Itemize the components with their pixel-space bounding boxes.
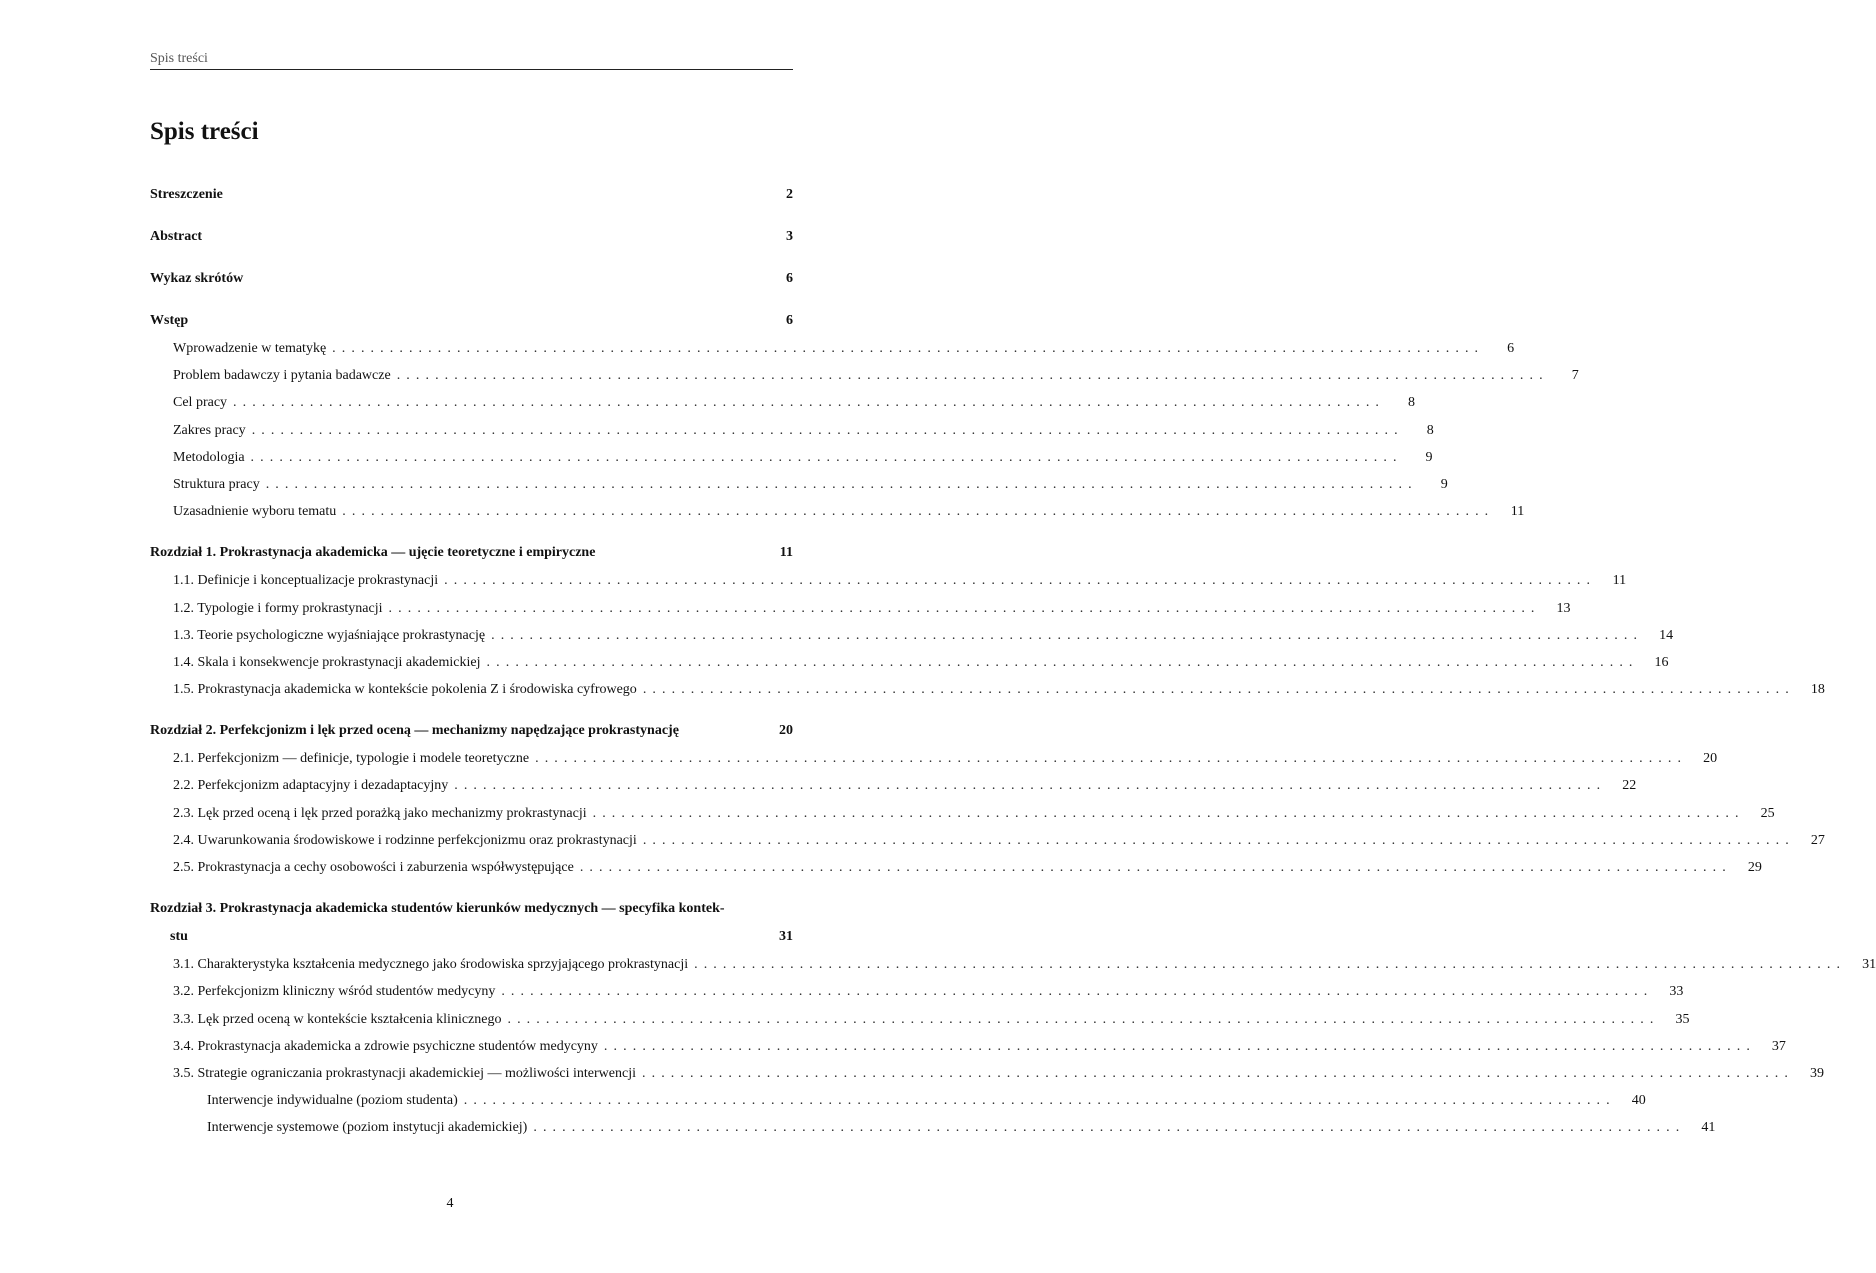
toc-entry-chapter-2[interactable]: [150, 717, 793, 745]
leader-dots: ........................................................................................................................: [533, 1120, 1686, 1136]
toc-entry-page: 16: [1654, 654, 1669, 670]
leader-dots: ........................................................................................................................: [342, 504, 1495, 520]
toc-section-entry[interactable]: [150, 827, 1825, 854]
toc-entry-page: 3: [786, 229, 793, 244]
toc-section-entry[interactable]: [150, 951, 1876, 978]
leader-dots: ........................................................................................................................: [491, 627, 1644, 643]
toc-entry-page: 11: [779, 545, 793, 561]
toc-section-entry[interactable]: [150, 854, 1762, 881]
leader-dots: ........................................................................................................................: [694, 957, 1847, 973]
toc-entry-label: Struktura pracy: [173, 476, 260, 492]
toc-entry-label: 1.3. Teorie psychologiczne wyjaśniające prokrastynację: [173, 627, 486, 643]
toc-entry-page: 14: [1659, 627, 1674, 643]
toc-section-entry[interactable]: [150, 362, 1579, 389]
toc-entry-label: Wstęp: [150, 313, 189, 328]
toc-section-entry[interactable]: [150, 772, 1637, 799]
toc-entry-label: 3.2. Perfekcjonizm kliniczny wśród studentów medycyny: [173, 984, 496, 1000]
toc-section-entry[interactable]: [150, 745, 1718, 772]
leader-dots: ........................................................................................................................: [332, 341, 1485, 356]
toc-entry-page: 6: [786, 313, 793, 328]
toc-entry-page: 8: [1426, 422, 1434, 438]
toc-entry-page: 41: [1701, 1120, 1716, 1136]
toc-entry-page: 22: [1622, 778, 1637, 794]
toc-entry-label: 2.1. Perfekcjonizm — definicje, typologie i modele teoretyczne: [173, 751, 530, 767]
toc-entry-page: 13: [1556, 600, 1571, 616]
toc-entry-page: 11: [1510, 504, 1525, 520]
toc-entry-label: Metodologia: [173, 449, 245, 465]
toc-entry-label: 3.3. Lęk przed oceną w kontekście kształcenia klinicznego: [173, 1011, 502, 1027]
toc-entry-page: 2: [786, 187, 793, 202]
toc-entry-abstract[interactable]: [150, 223, 793, 251]
toc-entry-page: 8: [1408, 395, 1416, 411]
toc-entry-label: stu: [170, 929, 188, 945]
leader-dots: ........................................................................................................................: [250, 449, 1403, 465]
toc-entry-label: 2.4. Uwarunkowania środowiskowe i rodzinne perfekcjonizmu oraz prokrastynacji: [173, 832, 637, 848]
toc-section-entry[interactable]: [150, 498, 1525, 525]
leader-dots: ........................................................................................................................: [642, 682, 1795, 698]
toc-entry-page: 39: [1810, 1065, 1824, 1081]
table-of-contents: [150, 181, 1876, 1142]
toc-section-entry[interactable]: [150, 676, 1825, 703]
toc-section-entry[interactable]: [150, 444, 1433, 471]
leader-dots: ........................................................................................................................: [396, 368, 1549, 384]
toc-entry-page: 9: [1440, 476, 1448, 492]
leader-dots: ........................................................................................................................: [592, 805, 1745, 821]
leader-dots: ........................................................................................................................: [388, 600, 1541, 616]
toc-section-entry[interactable]: [150, 389, 1416, 416]
running-head: Spis treści: [150, 50, 793, 70]
toc-entry-page: 31: [1862, 957, 1876, 973]
leader-dots: ........................................................................................................................: [486, 654, 1639, 670]
toc-entry-chapter-3[interactable]: [150, 895, 793, 923]
toc-entry-chapter-1[interactable]: [150, 539, 793, 567]
leader-dots: ........................................................................................................................: [233, 395, 1386, 411]
toc-entry-label: 2.3. Lęk przed oceną i lęk przed porażką jako mechanizmy prokrastynacji: [173, 805, 587, 821]
toc-section-entry[interactable]: [150, 978, 1684, 1005]
toc-entry-label: 2.5. Prokrastynacja a cechy osobowości i zaburzenia współwystępujące: [173, 860, 574, 875]
toc-entry-label: Rozdział 3. Prokrastynacja akademicka studentów kierunków medycznych — specyfika kontek-: [150, 901, 725, 917]
toc-entry-page: 31: [779, 929, 793, 945]
toc-entry-page: 6: [1507, 341, 1515, 356]
leader-dots: ........................................................................................................................: [454, 778, 1607, 794]
toc-entry-label: Uzasadnienie wyboru tematu: [173, 504, 337, 520]
leader-dots: ........................................................................................................................: [444, 573, 1597, 589]
toc-section-entry[interactable]: [150, 1006, 1690, 1033]
page-title: Spis treści: [150, 118, 259, 145]
toc-entry-label: 1.2. Typologie i formy prokrastynacji: [173, 600, 383, 616]
toc-subsection-entry[interactable]: [150, 1087, 1646, 1114]
page-number: 4: [446, 1196, 454, 1211]
leader-dots: ........................................................................................................................: [579, 860, 1732, 875]
leader-dots: ........................................................................................................................: [501, 984, 1654, 1000]
toc-entry-label: 3.4. Prokrastynacja akademicka a zdrowie psychiczne studentów medycyny: [173, 1038, 598, 1054]
toc-entry-page: 18: [1810, 682, 1825, 698]
toc-entry-label: 3.5. Strategie ograniczania prokrastynacji akademickiej — możliwości interwencji: [173, 1065, 636, 1081]
toc-entry-page: 20: [779, 723, 793, 739]
toc-entry-label: Zakres pracy: [173, 422, 246, 438]
leader-dots: ........................................................................................................................: [507, 1011, 1660, 1027]
toc-entry-label: Interwencje systemowe (poziom instytucji akademickiej): [207, 1120, 528, 1136]
toc-entry-label: 3.1. Charakterystyka kształcenia medycznego jako środowiska sprzyjającego prokrastynacji: [173, 957, 689, 973]
toc-section-entry[interactable]: [150, 1033, 1786, 1060]
toc-entry-page: 35: [1675, 1011, 1690, 1027]
leader-dots: ........................................................................................................................: [603, 1038, 1756, 1054]
toc-entry-label: Streszczenie: [150, 187, 223, 202]
toc-section-entry[interactable]: [150, 335, 1515, 362]
toc-entry-label: Rozdział 2. Perfekcjonizm i lęk przed oceną — mechanizmy napędzające prokrastynację: [150, 723, 679, 739]
toc-entry-page: 6: [786, 271, 793, 286]
toc-entry-page: 29: [1747, 860, 1762, 875]
toc-entry-label: Wprowadzenie w tematykę: [173, 341, 327, 356]
toc-section-entry[interactable]: [150, 471, 1448, 498]
toc-section-entry[interactable]: [150, 1060, 1824, 1087]
toc-section-entry[interactable]: [150, 417, 1434, 444]
toc-entry-streszczenie[interactable]: [150, 181, 793, 209]
toc-section-entry[interactable]: [150, 649, 1669, 676]
toc-section-entry[interactable]: [150, 622, 1674, 649]
toc-entry-page: 7: [1571, 368, 1579, 384]
toc-entry-page: 9: [1425, 449, 1433, 465]
leader-dots: ........................................................................................................................: [642, 1065, 1794, 1081]
toc-entry-label: Rozdział 1. Prokrastynacja akademicka — ujęcie teoretyczne i empiryczne: [150, 545, 596, 561]
toc-entry-page: 27: [1810, 832, 1825, 848]
toc-entry-label: 2.2. Perfekcjonizm adaptacyjny i dezadaptacyjny: [173, 778, 449, 794]
leader-dots: ........................................................................................................................: [463, 1093, 1616, 1109]
leader-dots: ........................................................................................................................: [535, 751, 1688, 767]
toc-entry-page: 33: [1669, 984, 1684, 1000]
toc-section-entry[interactable]: [150, 567, 1627, 594]
toc-entry-chapter-3-continued[interactable]: [150, 923, 793, 951]
toc-entry-page: 11: [1612, 573, 1627, 589]
toc-entry-wstep[interactable]: [150, 307, 793, 335]
toc-subsection-entry[interactable]: [150, 1114, 1716, 1141]
toc-entry-label: Interwencje indywidualne (poziom studenta): [207, 1093, 458, 1109]
toc-entry-page: 37: [1771, 1038, 1786, 1054]
toc-entry-label: Abstract: [150, 229, 203, 244]
toc-entry-label: 1.4. Skala i konsekwencje prokrastynacji akademickiej: [173, 654, 481, 670]
leader-dots: ........................................................................................................................: [642, 832, 1795, 848]
toc-entry-label: Problem badawczy i pytania badawcze: [173, 368, 391, 384]
toc-entry-page: 40: [1631, 1093, 1646, 1109]
toc-section-entry[interactable]: [150, 800, 1775, 827]
toc-section-entry[interactable]: [150, 595, 1571, 622]
toc-entry-label: Wykaz skrótów: [150, 271, 244, 286]
toc-entry-page: 25: [1760, 805, 1775, 821]
leader-dots: ........................................................................................................................: [265, 476, 1418, 492]
leader-dots: ........................................................................................................................: [251, 422, 1404, 438]
toc-entry-page: 20: [1703, 751, 1718, 767]
toc-entry-label: 1.1. Definicje i konceptualizacje prokrastynacji: [173, 573, 439, 589]
toc-entry-wykaz-skrotow[interactable]: [150, 265, 793, 293]
toc-entry-label: 1.5. Prokrastynacja akademicka w kontekście pokolenia Z i środowiska cyfrowego: [173, 682, 637, 698]
toc-entry-label: Cel pracy: [173, 395, 228, 411]
